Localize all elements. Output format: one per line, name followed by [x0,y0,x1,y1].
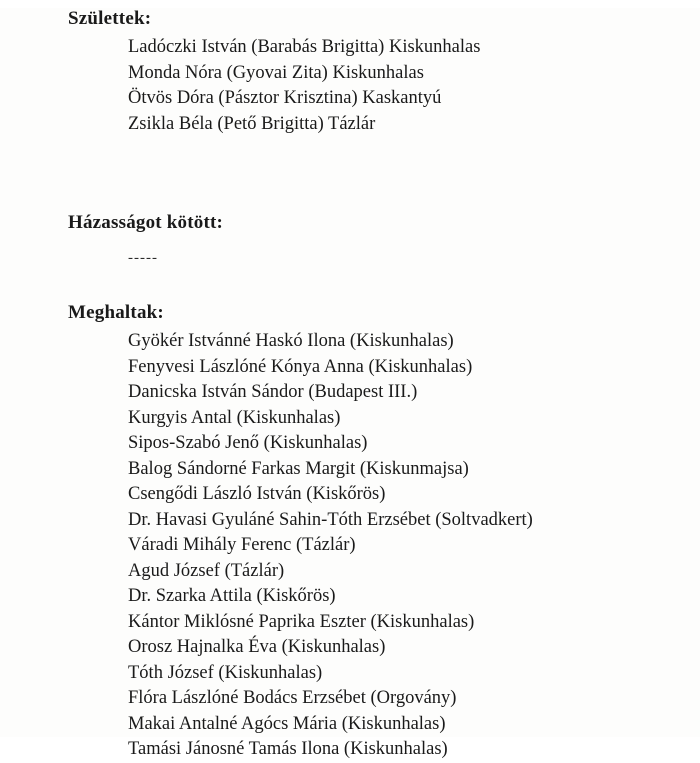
list-item: Makai Antalné Agócs Mária (Kiskunhalas) [128,713,446,734]
list-item: Kurgyis Antal (Kiskunhalas) [128,407,341,428]
list-item: Kántor Miklósné Paprika Eszter (Kiskunhalas) [128,611,475,632]
list-item: Ladóczki István (Barabás Brigitta) Kiskunhalas [128,37,481,57]
list-item: Gyökér Istvánné Haskó Ilona (Kiskunhalas) [128,331,454,351]
list-item: Danicska István Sándor (Budapest III.) [128,382,418,402]
list-item: Orosz Hajnalka Éva (Kiskunhalas) [128,637,386,657]
section-marriages [0,212,700,268]
list-item: Tóth József (Kiskunhalas) [128,662,323,683]
list-item: Csengődi László István (Kiskőrös) [128,484,386,504]
list-item: Sipos-Szabó Jenő (Kiskunhalas) [128,433,368,453]
section-heading-births: Születtek: [68,8,152,29]
section-births [0,8,700,137]
document-page [0,8,700,759]
empty-placeholder-dashes: ----- [128,250,158,266]
section-deaths [0,302,700,763]
list-item: Dr. Szarka Attila (Kiskőrös) [128,586,336,606]
section-heading-marriages: Házasságot kötött: [68,212,224,233]
list-item: Váradi Mihály Ferenc (Tázlár) [128,535,356,555]
list-item: Tamási Jánosné Tamás Ilona (Kiskunhalas) [128,739,448,759]
list-item: Dr. Havasi Gyuláné Sahin-Tóth Erzsébet (Soltvadkert) [128,509,533,530]
list-item: Fenyvesi Lászlóné Kónya Anna (Kiskunhalas) [128,356,473,377]
deaths-entry-list [0,329,700,763]
section-heading-deaths: Meghaltak: [68,302,164,323]
list-item: Ötvös Dóra (Pásztor Krisztina) Kaskantyú [128,88,442,108]
list-item: Balog Sándorné Farkas Margit (Kiskunmajsa) [128,458,469,479]
list-item: Zsikla Béla (Pető Brigitta) Tázlár [128,113,376,134]
list-item: Flóra Lászlóné Bodács Erzsébet (Orgovány) [128,688,457,708]
list-item: Monda Nóra (Gyovai Zita) Kiskunhalas [128,62,424,83]
list-item: Agud József (Tázlár) [128,560,285,581]
births-entry-list [0,35,700,137]
